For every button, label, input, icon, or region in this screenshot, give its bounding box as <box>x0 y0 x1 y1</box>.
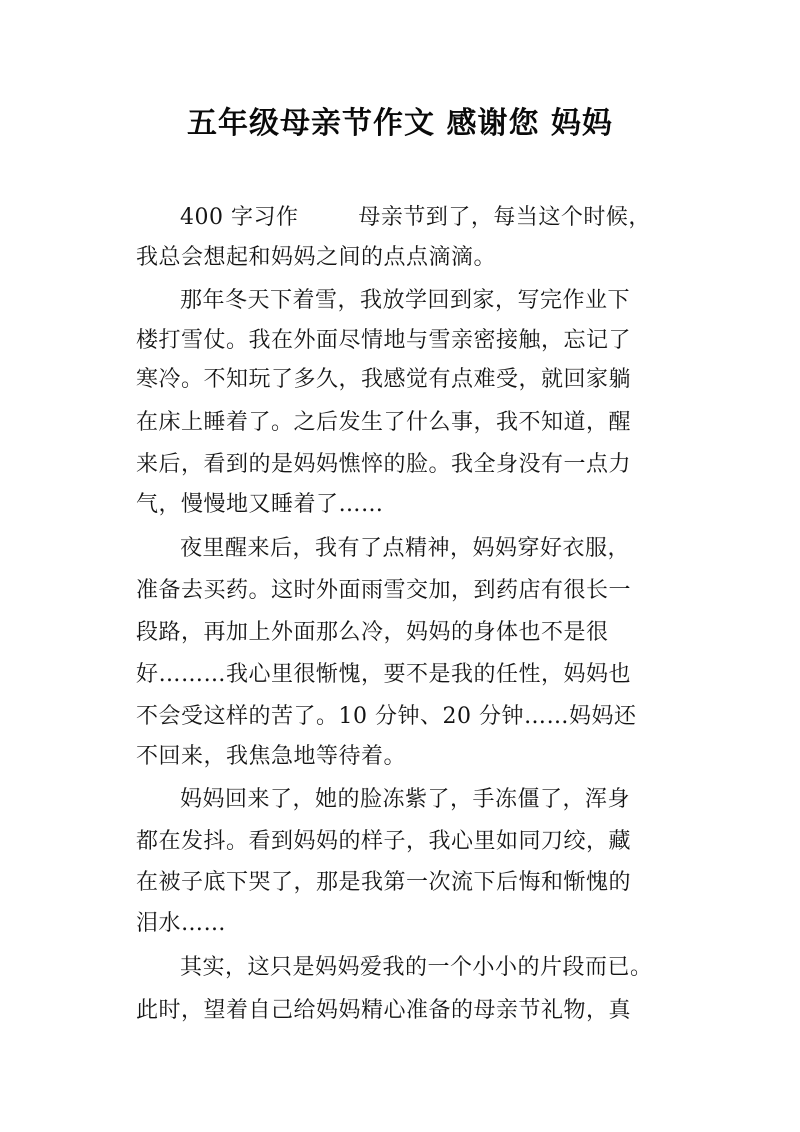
paragraph-2-line-3: 寒冷。不知玩了多久，我感觉有点难受，就回家躺 <box>136 367 632 392</box>
paragraph-2-line-5: 来后，看到的是妈妈憔悴的脸。我全身没有一点力 <box>136 452 632 477</box>
paragraph-3-line-2: 准备去买药。这时外面雨雪交加，到药店有很长一 <box>136 578 632 603</box>
paragraph-1-line-1: 400 字习作 母亲节到了，每当这个时候， <box>180 205 651 230</box>
paragraph-4-line-2: 都在发抖。看到妈妈的样子，我心里如同刀绞，藏 <box>136 829 632 854</box>
paragraph-2-line-1: 那年冬天下着雪，我放学回到家，写完作业下 <box>180 288 631 313</box>
paragraph-3-line-3: 段路，再加上外面那么冷，妈妈的身体也不是很 <box>136 620 609 645</box>
paragraph-3-line-4: 好………我心里很惭愧，要不是我的任性，妈妈也 <box>136 662 632 687</box>
paragraph-3-line-1: 夜里醒来后，我有了点精神，妈妈穿好衣服， <box>180 536 631 561</box>
paragraph-2-line-6: 气，慢慢地又睡着了…… <box>136 492 384 517</box>
paragraph-4-line-1: 妈妈回来了，她的脸冻紫了，手冻僵了，浑身 <box>180 787 631 812</box>
document-title: 五年级母亲节作文 感谢您 妈妈 <box>187 106 613 141</box>
paragraph-3-line-5: 不会受这样的苦了。10 分钟、20 分钟……妈妈还 <box>136 704 637 729</box>
paragraph-3-line-6: 不回来，我焦急地等待着。 <box>136 744 407 769</box>
paragraph-4-line-3: 在被子底下哭了，那是我第一次流下后悔和惭愧的 <box>136 870 632 895</box>
paragraph-2-line-2: 楼打雪仗。我在外面尽情地与雪亲密接触，忘记了 <box>136 328 632 353</box>
paragraph-4-line-4: 泪水…… <box>136 911 227 936</box>
paragraph-1-line-2: 我总会想起和妈妈之间的点点滴滴。 <box>136 245 497 270</box>
paragraph-5-line-1: 其实，这只是妈妈爱我的一个小小的片段而已。 <box>180 955 653 980</box>
paragraph-2-line-4: 在床上睡着了。之后发生了什么事，我不知道，醒 <box>136 410 632 435</box>
paragraph-5-line-2: 此时，望着自己给妈妈精心准备的母亲节礼物，真 <box>136 998 632 1023</box>
